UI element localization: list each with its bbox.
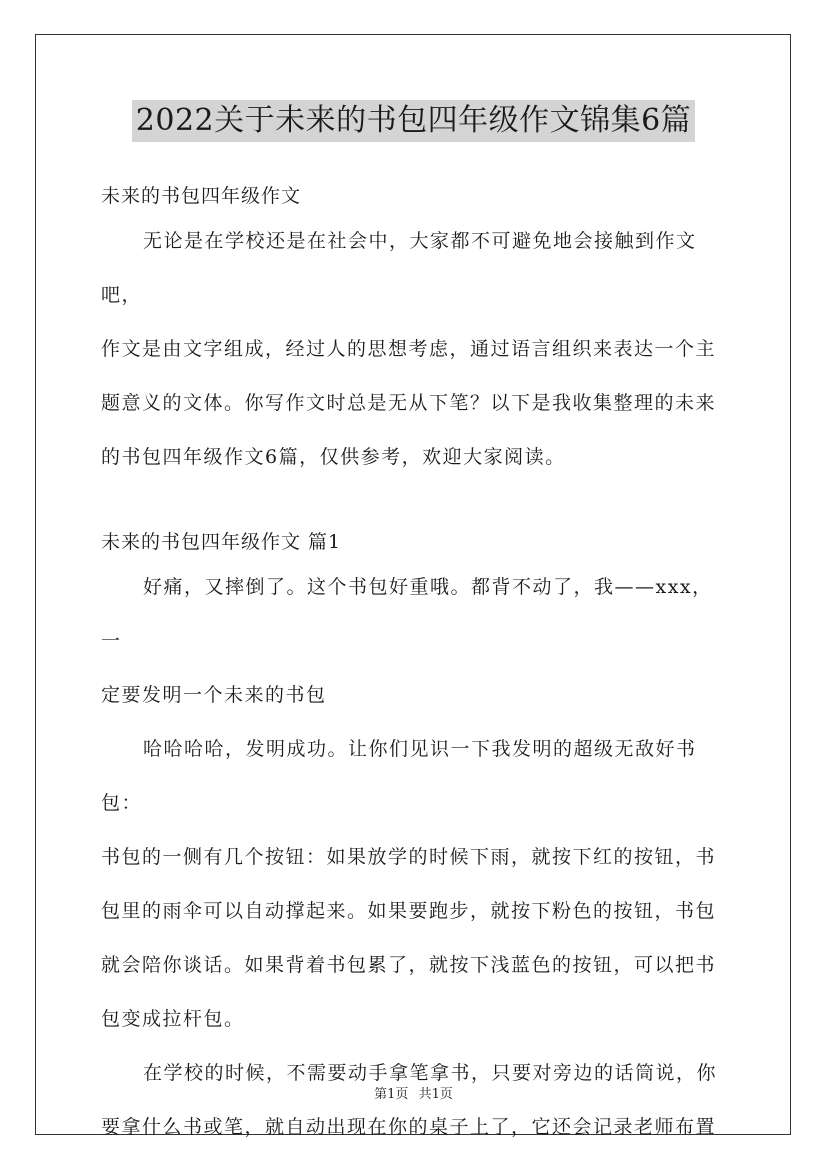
- page-footer: [0, 1083, 827, 1102]
- paragraph-line: 的书包四年级作文6篇，仅供参考，欢迎大家阅读。: [101, 446, 566, 468]
- page-total: 共1页: [418, 1087, 453, 1102]
- line-text: 无论是在学校还是在社会中，大家都不可避免地会接触到作文吧，: [101, 230, 697, 306]
- intro-heading: 未来的书包四年级作文: [101, 185, 302, 207]
- paragraph-line: 题意义的文体。你写作文时总是无从下笔？以下是我收集整理的未来: [101, 392, 717, 414]
- section-1-heading: 未来的书包四年级作文 篇1: [101, 531, 342, 553]
- paragraph-line: 包里的雨伞可以自动撑起来。如果要跑步，就按下粉色的按钮，书包: [101, 900, 717, 922]
- paragraph-line: 书包的一侧有几个按钮：如果放学的时候下雨，就按下红的按钮，书: [101, 846, 717, 868]
- paragraph-line: 作文是由文字组成，经过人的思想考虑，通过语言组织来表达一个主: [101, 338, 717, 360]
- intro-paragraph: [101, 214, 731, 484]
- title-container: [0, 100, 827, 142]
- page-number: 第1页: [374, 1087, 409, 1102]
- paragraph-line: [101, 722, 731, 830]
- paragraph-line: [101, 560, 731, 668]
- paragraph-1: [101, 560, 731, 722]
- line-text: 好痛，又摔倒了。这个书包好重哦。都背不动了，我——xxx，一: [101, 576, 713, 652]
- paragraph-line: 就会陪你谈话。如果背着书包累了，就按下浅蓝色的按钮，可以把书: [101, 954, 717, 976]
- paragraph-line: 要拿什么书或笔，就自动出现在你的桌子上了，它还会记录老师布置: [101, 1116, 717, 1138]
- paragraph-line: [101, 214, 731, 322]
- line-text: 哈哈哈哈，发明成功。让你们见识一下我发明的超级无敌好书包：: [101, 738, 697, 814]
- document-body: [101, 178, 731, 1154]
- line-text: 在学校的时候，不需要动手拿笔拿书，只要对旁边的话筒说，你: [143, 1062, 718, 1084]
- paragraph-2: [101, 722, 731, 1046]
- document-title: 2022关于未来的书包四年级作文锦集6篇: [132, 100, 695, 142]
- paragraph-line: 包变成拉杆包。: [101, 1008, 245, 1030]
- paragraph-line: 定要发明一个未来的书包: [101, 684, 327, 706]
